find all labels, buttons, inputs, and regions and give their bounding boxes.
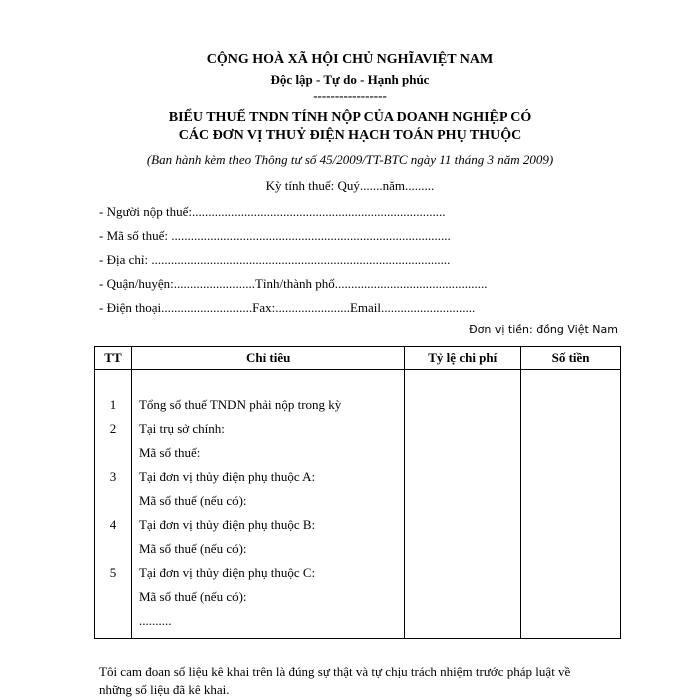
district-field: - Quận/huyện:.........................Tỉnh/thành phố............................................... xyxy=(99,276,488,291)
header-indicator: Chỉ tiêu xyxy=(131,347,404,370)
address-field: - Địa chỉ: ............................................................................................ xyxy=(99,252,451,267)
row-number: 5 xyxy=(109,565,117,580)
table-body-row xyxy=(95,370,621,639)
tax-table xyxy=(94,346,621,639)
tt-column xyxy=(95,370,132,639)
header-tt: TT xyxy=(95,347,132,370)
declaration-line1: Tôi cam đoan số liệu kê khai trên là đúng sự thật và tự chịu trách nhiệm trước pháp luật về xyxy=(99,664,571,679)
header-cost-ratio: Tỷ lệ chi phí xyxy=(405,347,521,370)
currency-unit: Đơn vị tiền: đồng Việt Nam xyxy=(469,323,618,336)
amount-column xyxy=(521,370,621,639)
motto: Độc lập - Tự do - Hạnh phúc xyxy=(270,72,430,87)
header-amount: Số tiền xyxy=(521,347,621,370)
form-title-line2: CÁC ĐƠN VỊ THUỶ ĐIỆN HẠCH TOÁN PHỤ THUỘC xyxy=(178,128,522,143)
row-number: 2 xyxy=(109,421,117,436)
indicator-text: Mã số thuế (nếu có): xyxy=(138,589,247,604)
indicator-text: Tổng số thuế TNDN phải nộp trong kỳ xyxy=(138,397,342,412)
tax-period: Kỳ tính thuế: Quý.......năm......... xyxy=(265,178,435,193)
header-separator: ----------------- xyxy=(313,88,387,103)
indicator-text: Mã số thuế (nếu có): xyxy=(138,493,247,508)
nation-heading: CỘNG HOÀ XÃ HỘI CHỦ NGHĨAVIỆT NAM xyxy=(206,52,494,67)
form-title-line1: BIỂU THUẾ TNDN TÍNH NỘP CỦA DOANH NGHIỆP CÓ xyxy=(168,110,532,125)
declaration-line2: những số liệu đã kê khai. xyxy=(99,682,230,697)
row-number: 4 xyxy=(109,517,117,532)
form-subtitle: (Ban hành kèm theo Thông tư số 45/2009/TT-BTC ngày 11 tháng 3 năm 2009) xyxy=(146,152,554,167)
tax-code-field: - Mã số thuế: ...................................................................................... xyxy=(99,228,451,243)
indicator-text: Tại đơn vị thủy điện phụ thuộc A: xyxy=(138,469,316,484)
taxpayer-field: - Người nộp thuế:.............................................................................. xyxy=(99,204,446,219)
indicator-text: Tại đơn vị thủy điện phụ thuộc C: xyxy=(138,565,316,580)
indicator-text: Tại trụ sở chính: xyxy=(138,421,225,436)
indicator-text: .......... xyxy=(138,613,172,628)
indicator-text: Mã số thuế (nếu có): xyxy=(138,541,247,556)
indicator-column xyxy=(131,370,404,639)
phone-field: - Điện thoại............................Fax:.......................Email............................. xyxy=(99,300,476,315)
row-number: 1 xyxy=(109,397,117,412)
indicator-text: Mã số thuế: xyxy=(138,445,201,460)
cost-ratio-column xyxy=(405,370,521,639)
indicator-text: Tại đơn vị thủy điện phụ thuộc B: xyxy=(138,517,316,532)
row-number: 3 xyxy=(109,469,117,484)
table-header-row xyxy=(95,347,621,370)
